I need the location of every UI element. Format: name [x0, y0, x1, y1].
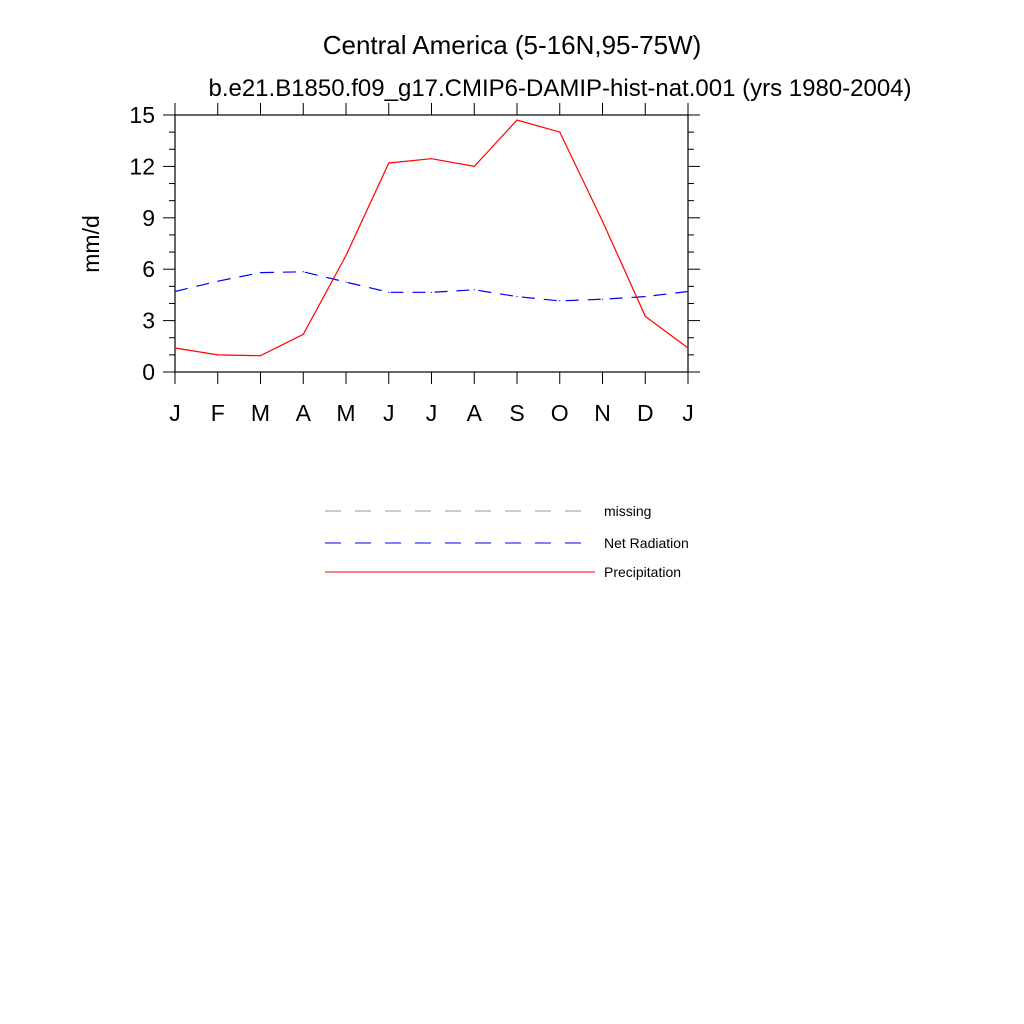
data-point-precipitation	[388, 162, 389, 163]
y-axis-ticks	[129, 102, 700, 385]
x-axis-ticks	[169, 103, 694, 426]
data-point-net-radiation	[303, 271, 304, 272]
y-axis-label: mm/d	[78, 215, 104, 273]
x-tick-label: M	[336, 400, 356, 426]
y-tick-label: 3	[142, 307, 155, 334]
data-point-precipitation	[217, 354, 218, 355]
x-tick-label: J	[169, 400, 181, 426]
y-tick-label: 9	[142, 204, 155, 231]
data-point-precipitation	[516, 120, 517, 121]
data-point-precipitation	[645, 316, 646, 317]
series-line-precipitation	[175, 120, 688, 356]
series-line-net-radiation	[175, 272, 688, 301]
x-tick-label: O	[550, 400, 569, 426]
legend	[325, 503, 689, 580]
y-tick-label: 12	[129, 153, 155, 180]
data-point-net-radiation	[260, 272, 261, 273]
data-point-net-radiation	[645, 296, 646, 297]
data-point-net-radiation	[516, 296, 517, 297]
data-point-net-radiation	[345, 281, 346, 282]
data-point-precipitation	[602, 221, 603, 222]
x-tick-label: M	[250, 400, 271, 426]
x-tick-label: J	[425, 400, 438, 426]
data-point-precipitation	[559, 132, 560, 133]
x-tick-label: A	[466, 400, 482, 426]
x-tick-label: F	[210, 400, 225, 426]
data-point-precipitation	[687, 347, 688, 348]
data-point-precipitation	[260, 355, 261, 356]
x-tick-label: J	[682, 400, 694, 426]
data-point-net-radiation	[217, 281, 218, 282]
x-tick-label: J	[383, 400, 395, 426]
data-point-precipitation	[431, 158, 432, 159]
data-point-net-radiation	[602, 299, 603, 300]
data-point-precipitation	[474, 166, 475, 167]
data-point-net-radiation	[687, 291, 688, 292]
legend-label-missing: missing	[604, 503, 652, 519]
plot-frame	[175, 115, 688, 372]
data-point-net-radiation	[474, 289, 475, 290]
y-tick-label: 0	[142, 359, 155, 385]
y-tick-label: 15	[129, 102, 155, 128]
data-point-net-radiation	[431, 292, 432, 293]
data-point-net-radiation	[559, 300, 560, 301]
legend-label-net-radiation: Net Radiation	[604, 535, 689, 551]
x-tick-label: S	[509, 400, 525, 426]
chart-subtitle: b.e21.B1850.f09_g17.CMIP6-DAMIP-hist-nat.001 (yrs 1980-2004)	[208, 75, 912, 102]
series-lines	[174, 120, 688, 357]
x-tick-label: N	[594, 400, 611, 426]
data-point-net-radiation	[174, 291, 175, 292]
legend-label-precipitation: Precipitation	[604, 564, 682, 580]
data-point-net-radiation	[388, 292, 389, 293]
x-tick-label: D	[636, 400, 654, 426]
y-tick-label: 6	[142, 256, 155, 283]
data-point-precipitation	[174, 347, 175, 348]
data-point-precipitation	[303, 334, 304, 335]
data-point-precipitation	[345, 255, 346, 256]
chart-title: Central America (5-16N,95-75W)	[322, 30, 702, 60]
x-tick-label: A	[295, 400, 311, 426]
